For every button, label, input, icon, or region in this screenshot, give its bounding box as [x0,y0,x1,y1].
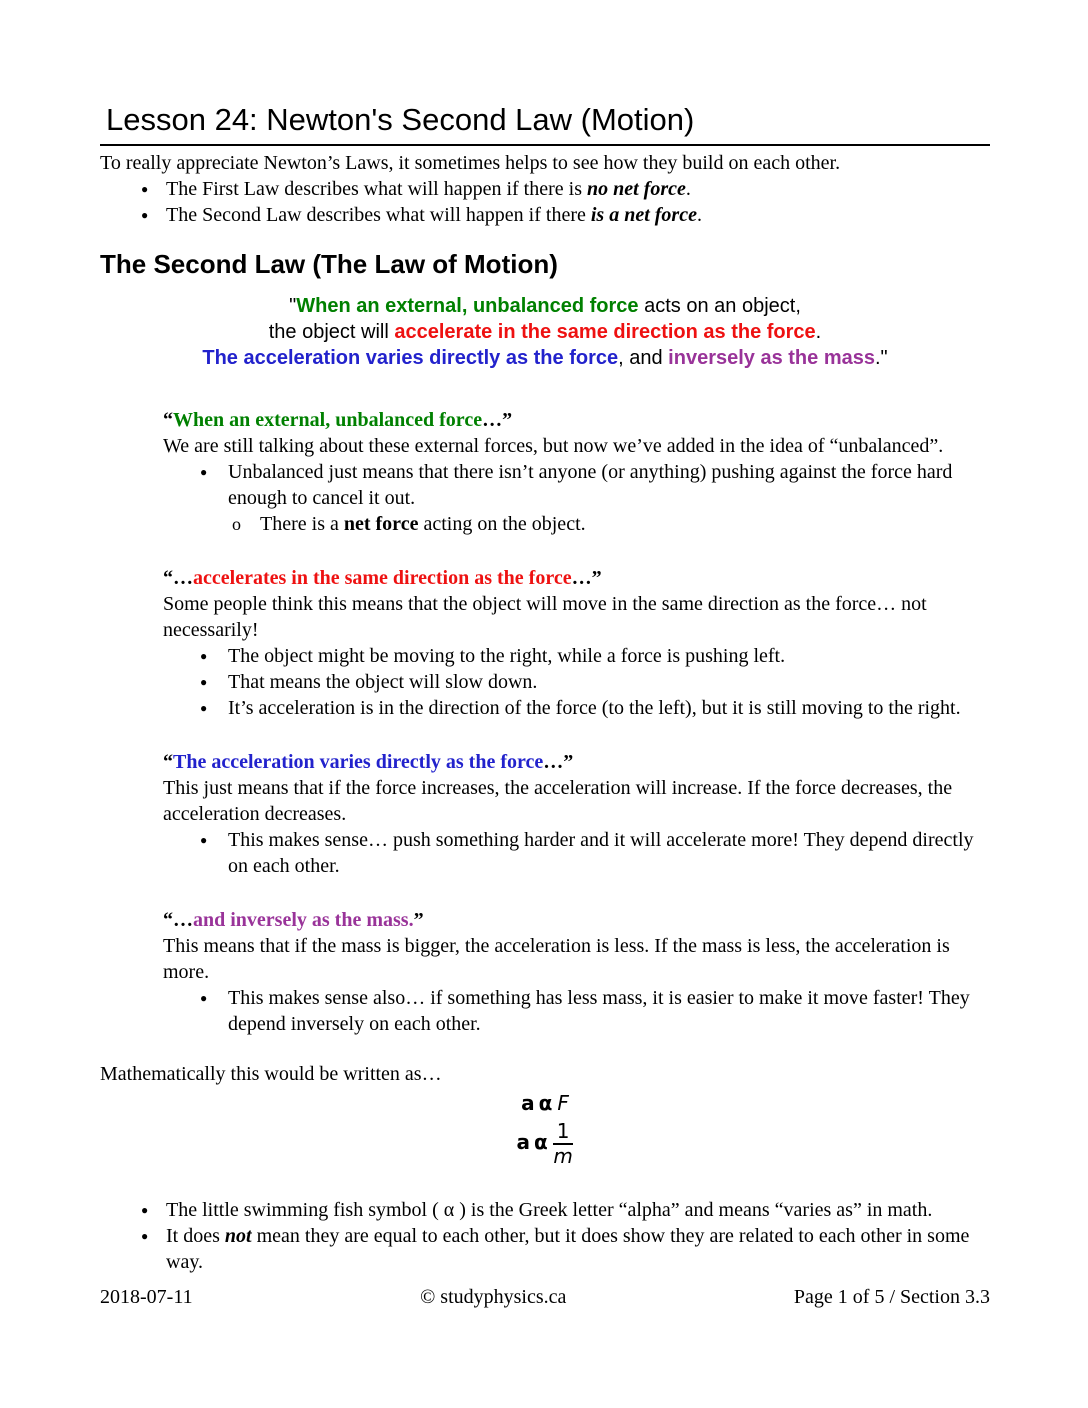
quote-text: acts on an object, [638,295,801,317]
item-text: The little swimming fish symbol ( α ) is the Greek letter “alpha” and means “varies as” in math. [166,1199,933,1221]
quote-mark: “… [163,909,193,931]
section-heading: The Second Law (The Law of Motion) [100,249,558,279]
quote-line-3 [100,345,990,371]
quote-line-2 [100,319,990,345]
sec-paragraph: This means that if the mass is bigger, the acceleration is less. If the mass is less, the acceleration is more. [163,935,950,983]
blue-phrase: The acceleration varies directly as the force [202,347,619,369]
item-text: The First Law describes what will happen if there is [166,178,587,200]
sec-bullet-list [163,985,990,1037]
green-phrase: When an external, unbalanced force [296,295,639,317]
subsection-unbalanced-force [163,407,990,537]
quote-mark: …” [482,409,513,431]
math-paragraph: Mathematically this would be written as… [100,1063,442,1085]
purple-phrase: and inversely as the mass. [193,909,414,931]
quote-mark: “ [163,409,173,431]
sec-bullet-list [163,643,990,721]
subsection-same-direction [163,565,990,721]
item-text: mean they are equal to each other, but it does show they are related to each other in some way. [166,1225,970,1273]
item-text: . [696,204,702,226]
fraction-denominator: m [553,1144,573,1168]
red-phrase: accelerates in the same direction as the force [193,567,572,589]
variable-a: a [521,1091,535,1115]
sec-paragraph: This just means that if the force increases, the acceleration will increase. If the force decreases, the acceleration decreases. [163,777,953,825]
item-text: acting on the object. [418,513,586,535]
sec-heading [163,749,990,775]
item-text: It does [166,1225,225,1247]
alpha-symbol: α [538,1091,553,1115]
list-item: ● That means the object will slow down. [163,669,990,695]
equation-2 [100,1120,990,1167]
purple-phrase: inversely as the mass [668,347,875,369]
item-text: The Second Law describes what will happen if there [166,204,591,226]
quote-mark: …” [543,751,574,773]
emphasis-text: net force [343,513,419,535]
notes-list [100,1197,990,1275]
intro-paragraph: To really appreciate Newton’s Laws, it sometimes helps to see how they build on each other. [100,152,841,174]
law-quote [100,293,990,371]
sec-heading [163,907,990,933]
quote-line-1 [100,293,990,319]
footer-date: 2018-07-11 [100,1286,193,1308]
alpha-symbol: α [534,1130,548,1154]
item-text: There is a [260,513,344,535]
variable-a: a [516,1130,530,1154]
list-item: ● Unbalanced just means that there isn’t anyone (or anything) pushing against the force hard enough to cancel it out. [163,459,990,511]
quote-mark: " [289,295,297,317]
subsection-varies-directly [163,749,990,879]
list-item [100,202,990,228]
quote-mark: ” [413,909,424,931]
variable-F: F [557,1091,569,1115]
intro-list [100,176,990,228]
item-text: . [685,178,691,200]
emphasis-text: is a net force [590,204,697,226]
equation-1 [100,1090,990,1116]
sec-bullet-list [163,827,990,879]
footer-page-info: Page 1 of 5 / Section 3.3 [793,1286,990,1308]
sec-paragraph: Some people think this means that the object will move in the same direction as the force… not necessarily! [163,593,927,641]
blue-phrase: The acceleration varies directly as the force [173,751,544,773]
list-item: ● This makes sense… push something harder and it will accelerate more! They depend directly on each other. [163,827,990,879]
quote-text: the object will [268,321,395,343]
sub-list-item [163,511,990,537]
sec-paragraph: We are still talking about these external forces, but now we’ve added in the idea of “unbalanced”. [163,435,944,457]
emphasis-text: no net force [587,178,686,200]
quote-text: , and [618,347,669,369]
sec-bullet-list [163,459,990,537]
quote-text: ." [874,347,888,369]
list-item [100,1197,990,1223]
page-title: Lesson 24: Newton's Second Law (Motion) [106,102,695,137]
list-item: ● It’s acceleration is in the direction of the force (to the left), but it is still moving to the right. [163,695,990,721]
footer-copyright: © studyphysics.ca [420,1286,567,1308]
quote-mark: “… [163,567,193,589]
fraction-numerator: 1 [553,1120,574,1145]
list-item [100,176,990,202]
equations-block [100,1090,990,1167]
subsection-inversely-mass [163,907,990,1037]
emphasis-text: not [224,1225,252,1247]
title-rule [100,144,990,146]
green-phrase: When an external, unbalanced force [173,409,483,431]
list-item [100,1223,990,1275]
quote-mark: “ [163,751,173,773]
quote-text: . [815,321,822,343]
fraction [553,1120,574,1167]
list-item: ● The object might be moving to the right, while a force is pushing left. [163,643,990,669]
sec-heading [163,565,990,591]
footer [100,1284,990,1310]
sec-heading [163,407,990,433]
red-phrase: accelerate in the same direction as the force [394,321,816,343]
quote-mark: …” [571,567,602,589]
list-item: ● This makes sense also… if something has less mass, it is easier to make it move faster! They depend inversely on each other. [163,985,990,1037]
